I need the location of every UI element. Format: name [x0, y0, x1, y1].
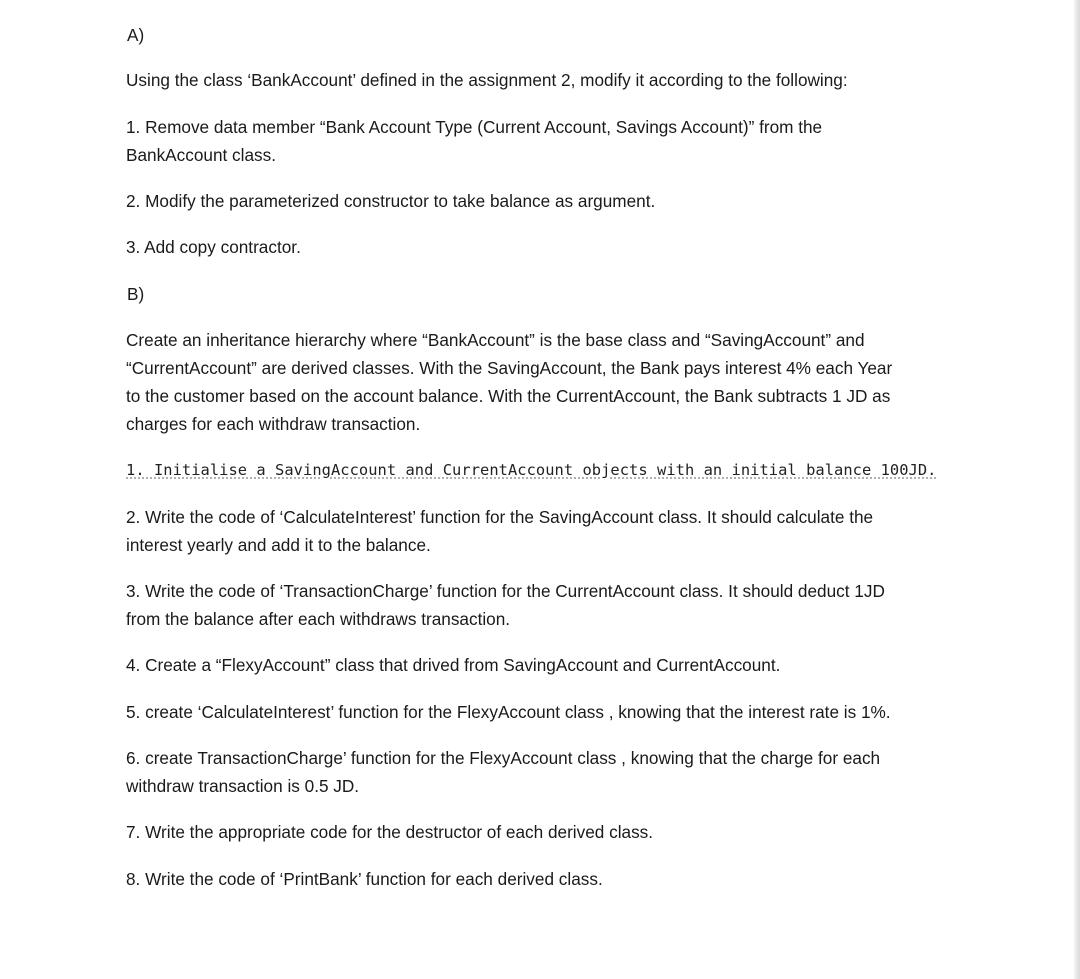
part-b-item3-line2: from the balance after each withdraws transaction.	[126, 609, 511, 629]
part-b-item6-line1: 6. create TransactionCharge’ function for the FlexyAccount class , knowing that the charge for each	[126, 748, 881, 768]
part-a-item1-line2: BankAccount class.	[126, 145, 276, 165]
page-edge-shadow	[1074, 0, 1080, 979]
part-b-intro-line1: Create an inheritance hierarchy where “BankAccount” is the base class and “SavingAccount” and	[126, 330, 865, 350]
part-a-item1-line1: 1. Remove data member “Bank Account Type (Current Account, Savings Account)” from the	[126, 117, 823, 137]
part-b-item4: 4. Create a “FlexyAccount” class that drived from SavingAccount and CurrentAccount.	[126, 655, 781, 675]
part-b-intro-line2: “CurrentAccount” are derived classes. With the SavingAccount, the Bank pays interest 4% each Year	[126, 358, 893, 378]
part-a-heading: A)	[127, 25, 145, 45]
part-b-item1: 1. Initialise a SavingAccount and CurrentAccount objects with an initial balance 100JD.	[126, 461, 937, 479]
part-a-item2: 2. Modify the parameterized constructor to take balance as argument.	[126, 191, 656, 211]
part-b-item5: 5. create ‘CalculateInterest’ function for the FlexyAccount class , knowing that the interest rate is 1%.	[126, 702, 891, 722]
part-b-item2-line1: 2. Write the code of ‘CalculateInterest’ function for the SavingAccount class. It should calculate the	[126, 507, 874, 527]
part-b-item8: 8. Write the code of ‘PrintBank’ function for each derived class.	[126, 869, 603, 889]
part-b-intro-line3: to the customer based on the account balance. With the CurrentAccount, the Bank subtracts 1 JD as	[126, 386, 891, 406]
part-a-item3: 3. Add copy contractor.	[126, 237, 301, 257]
part-a-intro: Using the class ‘BankAccount’ defined in the assignment 2, modify it according to the following:	[126, 70, 848, 90]
part-b-heading: B)	[127, 284, 145, 304]
part-b-item3-line1: 3. Write the code of ‘TransactionCharge’ function for the CurrentAccount class. It should deduct 1JD	[126, 581, 885, 601]
part-b-item7: 7. Write the appropriate code for the destructor of each derived class.	[126, 822, 654, 842]
part-b-item6-line2: withdraw transaction is 0.5 JD.	[126, 776, 360, 796]
part-b-intro-line4: charges for each withdraw transaction.	[126, 414, 421, 434]
part-b-item2-line2: interest yearly and add it to the balance.	[126, 535, 431, 555]
